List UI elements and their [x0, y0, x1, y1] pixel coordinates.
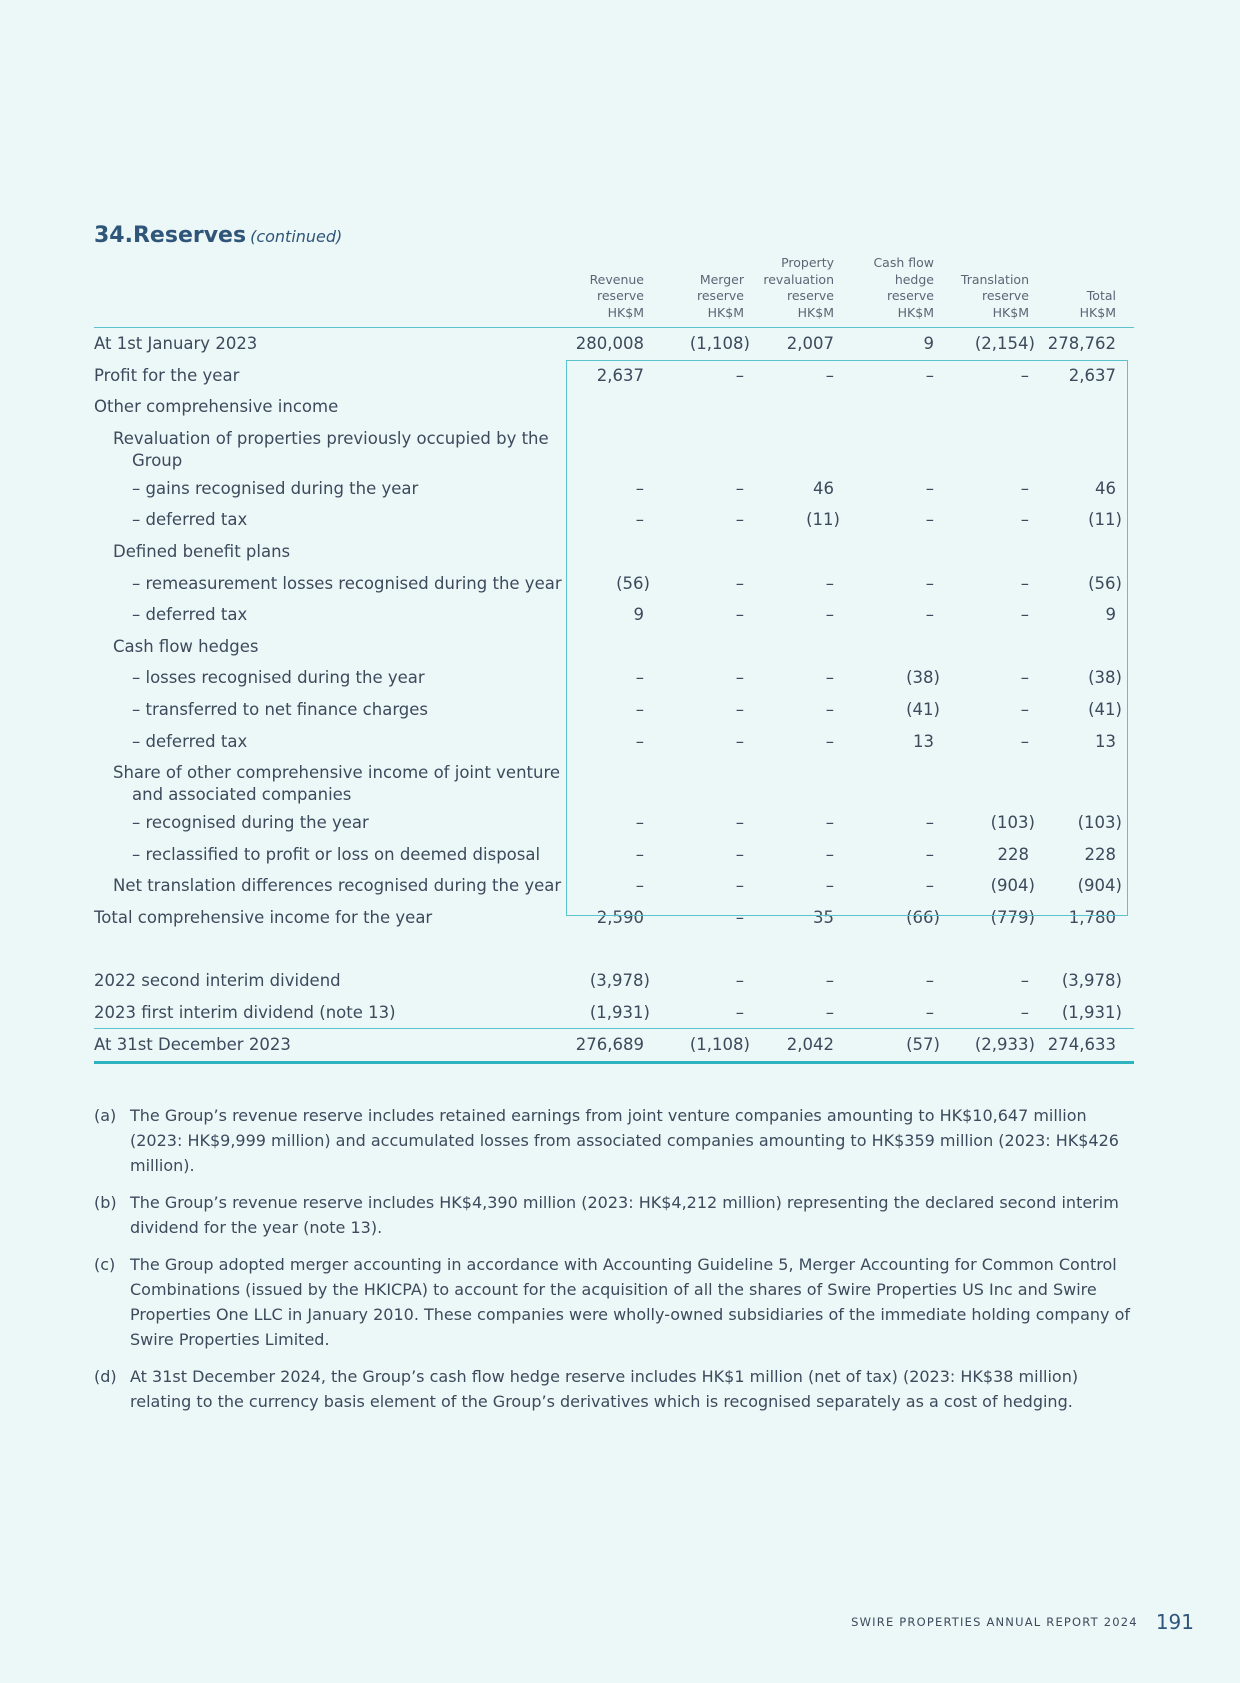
table-cell: –: [1020, 365, 1029, 385]
row-label: – gains recognised during the year: [132, 478, 419, 498]
table-cell: –: [635, 844, 644, 864]
table-cell: 9: [923, 334, 934, 353]
table-cell: (1,931): [589, 1002, 650, 1022]
row-label: Net translation differences recognised during the year: [113, 876, 562, 896]
table-cell: –: [925, 605, 934, 625]
table-cell: –: [925, 844, 934, 864]
table-cell: –: [635, 876, 644, 896]
table-cell: 280,008: [575, 334, 644, 353]
table-cell: 9: [1105, 605, 1116, 625]
table-row: [94, 870, 1134, 902]
table-row: [94, 423, 1134, 473]
section-heading: [94, 216, 342, 252]
table-cell: –: [825, 971, 834, 991]
table-cell: –: [825, 573, 834, 593]
table-cell: –: [735, 668, 744, 688]
reserves-table: [94, 257, 1134, 1064]
table-cell: 35: [813, 907, 834, 927]
table-cell: –: [825, 844, 834, 864]
table-cell: 2,590: [596, 907, 644, 927]
table-cell: (38): [1088, 668, 1122, 688]
table-cell: –: [925, 573, 934, 593]
table-cell: 9: [633, 605, 644, 625]
table-cell: (11): [1088, 510, 1122, 530]
row-label: 2023 first interim dividend (note 13): [94, 1002, 396, 1022]
row-label: – deferred tax: [132, 605, 248, 625]
table-cell: 274,633: [1047, 1035, 1116, 1055]
note-item: [94, 1364, 1134, 1414]
table-row: [94, 997, 1134, 1029]
table-cell: –: [1020, 699, 1029, 719]
table-cell: (38): [906, 668, 940, 688]
table-body: [94, 328, 1134, 1064]
table-cell: –: [1020, 605, 1029, 625]
table-cell: –: [635, 731, 644, 751]
table-cell: –: [925, 365, 934, 385]
table-cell: 276,689: [575, 1035, 644, 1055]
row-label: Cash flow hedges: [113, 636, 259, 656]
table-cell: (41): [1088, 699, 1122, 719]
table-cell: –: [635, 478, 644, 498]
row-label: – losses recognised during the year: [132, 668, 425, 688]
table-row: [94, 694, 1134, 726]
table-cell: –: [635, 699, 644, 719]
table-row: [94, 726, 1134, 758]
note-text: At 31st December 2024, the Group’s cash flow hedge reserve includes HK$1 million (net of tax) (2023: HK$38 million) relating to the currency basis element of the Group’s derivatives which is recognised separately as a cost of hedging.: [130, 1367, 1079, 1411]
row-label: Profit for the year: [94, 365, 240, 385]
table-cell: 46: [813, 478, 834, 498]
section-title: Reserves: [132, 223, 247, 248]
table-row: [94, 360, 1134, 392]
table-cell: (904): [990, 876, 1035, 896]
table-row: [94, 1028, 1134, 1064]
table-cell: –: [1020, 668, 1029, 688]
table-cell: (66): [906, 907, 940, 927]
table-cell: (3,978): [1061, 971, 1122, 991]
note-text: The Group’s revenue reserve includes HK$4,390 million (2023: HK$4,212 million) representing the declared second interim dividend for the year (note 13).: [130, 1193, 1119, 1237]
table-cell: –: [735, 365, 744, 385]
row-label: – deferred tax: [132, 510, 248, 530]
column-header: Property revaluation reserve HK$M: [763, 255, 834, 320]
table-cell: –: [825, 876, 834, 896]
row-label: 2022 second interim dividend: [94, 971, 341, 991]
column-header: Total HK$M: [1079, 288, 1116, 320]
row-label: – recognised during the year: [132, 813, 369, 833]
table-cell: (1,108): [689, 334, 750, 353]
row-label: At 31st December 2023: [94, 1035, 291, 1055]
note-label: (b): [94, 1193, 117, 1212]
table-row: [94, 807, 1134, 839]
table-cell: 1,780: [1068, 907, 1116, 927]
table-cell: 278,762: [1047, 334, 1116, 353]
table-cell: –: [1020, 478, 1029, 498]
table-cell: –: [735, 844, 744, 864]
table-cell: (779): [990, 907, 1035, 927]
table-cell: (103): [990, 813, 1035, 833]
table-row: [94, 631, 1134, 663]
note-label: (c): [94, 1255, 116, 1274]
table-cell: –: [735, 478, 744, 498]
table-row: [94, 473, 1134, 505]
table-cell: –: [1020, 1002, 1029, 1022]
table-cell: –: [925, 971, 934, 991]
table-cell: (11): [806, 510, 840, 530]
table-row: [94, 328, 1134, 360]
table-cell: –: [735, 510, 744, 530]
table-cell: –: [735, 731, 744, 751]
note-item: [94, 1252, 1134, 1352]
table-cell: –: [1020, 731, 1029, 751]
table-cell: (1,108): [689, 1035, 750, 1055]
table-cell: –: [825, 365, 834, 385]
table-cell: –: [925, 876, 934, 896]
table-cell: 228: [1084, 844, 1116, 864]
column-header: Merger reserve HK$M: [697, 271, 744, 320]
table-cell: –: [1020, 510, 1029, 530]
table-cell: –: [1020, 971, 1029, 991]
row-label: At 1st January 2023: [94, 334, 258, 353]
row-label: Defined benefit plans: [113, 541, 291, 561]
table-cell: 228: [997, 844, 1029, 864]
note-item: [94, 1103, 1134, 1178]
page-footer: [851, 1610, 1194, 1634]
row-label: Total comprehensive income for the year: [94, 907, 433, 927]
table-cell: 13: [913, 731, 934, 751]
table-cell: –: [735, 876, 744, 896]
table-cell: –: [735, 605, 744, 625]
row-label: – remeasurement losses recognised during the year: [132, 573, 562, 593]
table-cell: –: [825, 813, 834, 833]
note-text: The Group’s revenue reserve includes retained earnings from joint venture companies amounting to HK$10,647 million (2023: HK$9,999 million) and accumulated losses from associated companies amounting to HK$359 million (2023: HK$426 million).: [130, 1106, 1119, 1175]
table-cell: –: [635, 510, 644, 530]
table-cell: –: [925, 510, 934, 530]
section-continued: (continued): [250, 227, 343, 246]
note-label: (d): [94, 1367, 117, 1386]
table-row: [94, 536, 1134, 568]
table-cell: (1,931): [1061, 1002, 1122, 1022]
page-number: 191: [1155, 1610, 1194, 1634]
column-header: Translation reserve HK$M: [960, 271, 1029, 320]
table-row: [94, 902, 1134, 934]
table-header: [94, 257, 1134, 328]
row-label: – reclassified to profit or loss on deemed disposal: [132, 844, 541, 864]
table-row: [94, 599, 1134, 631]
table-cell: –: [925, 478, 934, 498]
note-item: [94, 1190, 1134, 1240]
table-cell: –: [635, 813, 644, 833]
table-cell: (904): [1077, 876, 1122, 896]
table-cell: –: [825, 1002, 834, 1022]
table-row: [94, 504, 1134, 536]
note-text: The Group adopted merger accounting in accordance with Accounting Guideline 5, Merger Accounting for Common Control Combinations (issued by the HKICPA) to account for the acquisition of all the shares of Swire Properties US Inc and Swire Properties One LLC in January 2010. These companies were wholly-owned subsidiaries of the immediate holding company of Swire Properties Limited.: [130, 1255, 1130, 1349]
table-row: [94, 757, 1134, 807]
table-cell: –: [1020, 573, 1029, 593]
notes-list: [94, 1103, 1134, 1426]
table-cell: (2,154): [974, 334, 1035, 353]
table-cell: –: [825, 731, 834, 751]
table-cell: (57): [906, 1035, 940, 1055]
section-number: 34.: [94, 223, 133, 248]
table-cell: 2,637: [596, 365, 644, 385]
table-row: [94, 965, 1134, 997]
table-cell: –: [735, 573, 744, 593]
row-label: Share of other comprehensive income of joint venture and associated companies: [113, 763, 561, 805]
table-cell: –: [825, 605, 834, 625]
table-cell: (3,978): [589, 971, 650, 991]
table-cell: –: [825, 668, 834, 688]
table-cell: (41): [906, 699, 940, 719]
row-label: Revaluation of properties previously occupied by the Group: [113, 428, 549, 470]
table-cell: 13: [1095, 731, 1116, 751]
table-cell: –: [735, 813, 744, 833]
row-label: – transferred to net finance charges: [132, 699, 429, 719]
table-cell: 2,637: [1068, 365, 1116, 385]
table-cell: –: [925, 813, 934, 833]
note-label: (a): [94, 1106, 117, 1125]
footer-text: SWIRE PROPERTIES ANNUAL REPORT 2024: [851, 1615, 1138, 1629]
table-row: [94, 839, 1134, 871]
table-cell: (2,933): [974, 1035, 1035, 1055]
table-cell: –: [825, 699, 834, 719]
column-header: Cash flow hedge reserve HK$M: [873, 255, 934, 320]
table-cell: 46: [1095, 478, 1116, 498]
table-cell: –: [735, 1002, 744, 1022]
row-label: Other comprehensive income: [94, 397, 339, 417]
row-label: – deferred tax: [132, 731, 248, 751]
table-row: [94, 662, 1134, 694]
table-cell: 2,042: [786, 1035, 834, 1055]
table-cell: –: [925, 1002, 934, 1022]
table-row: [94, 391, 1134, 423]
table-cell: –: [735, 699, 744, 719]
table-cell: (103): [1077, 813, 1122, 833]
table-cell: –: [635, 668, 644, 688]
table-cell: –: [735, 907, 744, 927]
table-cell: (56): [616, 573, 650, 593]
column-header: Revenue reserve HK$M: [589, 271, 644, 320]
table-cell: 2,007: [786, 334, 834, 353]
table-cell: (56): [1088, 573, 1122, 593]
table-row: [94, 568, 1134, 600]
table-cell: –: [735, 971, 744, 991]
